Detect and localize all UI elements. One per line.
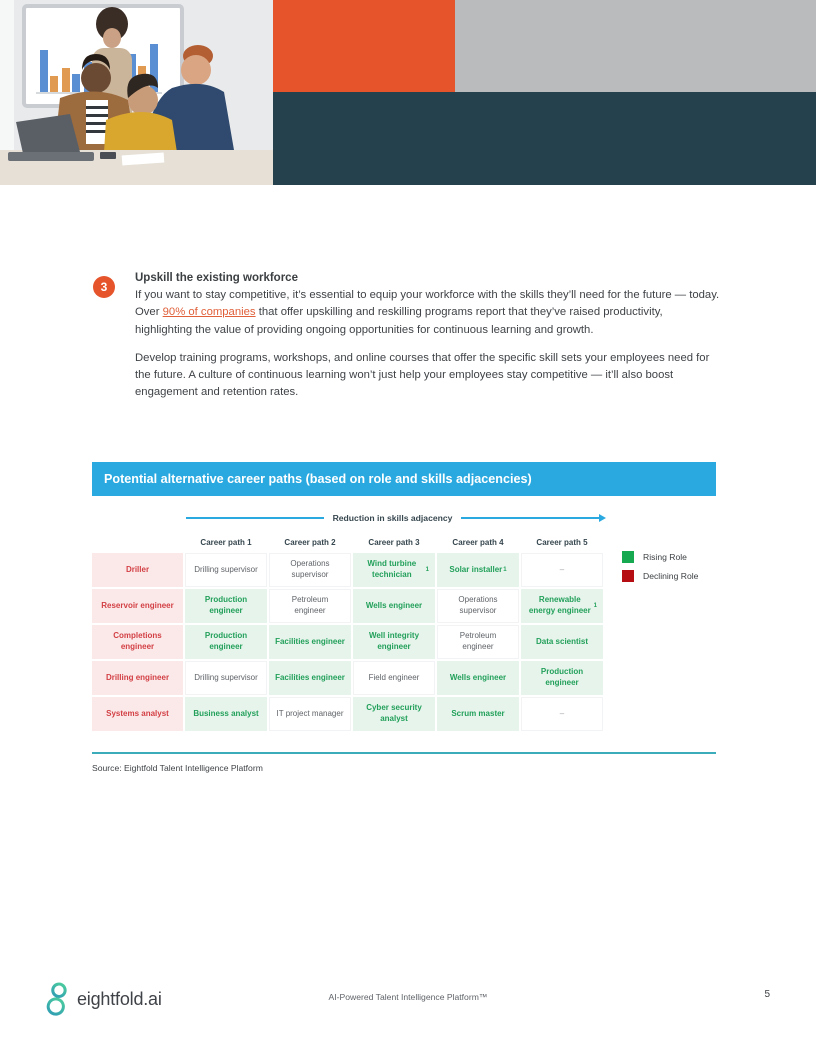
cell-text: Drilling supervisor xyxy=(194,672,258,682)
cell-text: Petroleum engineer xyxy=(291,595,329,615)
table-cell xyxy=(185,553,267,587)
section-upskill xyxy=(92,272,720,402)
cell-text: Facilities engineer xyxy=(275,636,345,646)
declining-role-swatch xyxy=(622,570,634,582)
cell-text: Operations supervisor xyxy=(458,595,498,615)
cell-text: Wind turbine technician xyxy=(367,559,417,579)
cell-text: Data scientist xyxy=(535,636,589,646)
rising-role-swatch xyxy=(622,551,634,563)
cell-text: Scrum master xyxy=(451,708,505,718)
cell-text: Wells engineer xyxy=(365,600,423,610)
legend-label: Rising Role xyxy=(643,552,687,562)
table-cell xyxy=(353,661,435,695)
cell-text: Production engineer xyxy=(204,631,248,651)
cell-text: Wells engineer xyxy=(449,672,507,682)
column-header: Career path 5 xyxy=(536,538,588,547)
table-row-label: Drilling engineer xyxy=(92,661,183,695)
table-cell xyxy=(269,625,351,659)
cell-text: Operations supervisor xyxy=(290,559,330,579)
table-row-label: Systems analyst xyxy=(92,697,183,731)
companies-stat-link[interactable]: 90% of companies xyxy=(162,306,256,319)
axis-line-left xyxy=(186,517,324,519)
footer-tagline: AI-Powered Talent Intelligence Platform™ xyxy=(328,992,488,1002)
table-row-label: Completions engineer xyxy=(92,625,183,659)
table-row-label: Reservoir engineer xyxy=(92,589,183,623)
legend-item xyxy=(622,570,698,582)
table-cell xyxy=(185,589,267,623)
header-teal-block xyxy=(273,92,816,185)
cell-text: Well integrity engineer xyxy=(368,631,420,651)
table-cell xyxy=(437,661,519,695)
table-cell xyxy=(437,697,519,731)
table-cell xyxy=(521,661,603,695)
column-header: Career path 4 xyxy=(452,538,504,547)
header-photo xyxy=(0,0,273,185)
table-row-label: Driller xyxy=(92,553,183,587)
paragraph-text: If you want to stay competitive, it’s essential to equip your workforce with the skills they’ll need for the future — today. Over xyxy=(135,289,720,319)
source-note: Source: Eightfold Talent Intelligence Platform xyxy=(92,763,263,773)
section-paragraph-1 xyxy=(135,287,720,339)
skills-adjacency-axis xyxy=(186,510,606,526)
table-cell xyxy=(353,697,435,731)
table-cell xyxy=(185,661,267,695)
table-corner xyxy=(92,538,183,551)
table-cell xyxy=(521,589,603,623)
header-gray-block xyxy=(455,0,816,92)
axis-label: Reduction in skills adjacency xyxy=(332,513,453,523)
cell-text: Facilities engineer xyxy=(275,672,345,682)
footnote-marker: 1 xyxy=(503,567,507,573)
table-cell xyxy=(269,589,351,623)
cell-text: Solar installer xyxy=(449,564,503,574)
career-paths-table xyxy=(92,538,603,731)
office-meeting-photo-illustration xyxy=(0,0,273,185)
section-paragraph-2: Develop training programs, workshops, and online courses that offer the specific skill sets your employees need for the future. A culture of continuous learning won’t just help your employees stay competitive — it’ll also boost engagement and retention rates. xyxy=(135,351,710,399)
page-footer xyxy=(0,976,816,1026)
table-cell xyxy=(521,553,603,587)
cell-text: Production engineer xyxy=(540,667,584,687)
table-cell xyxy=(185,697,267,731)
table-cell xyxy=(437,625,519,659)
section-number-badge: 3 xyxy=(93,276,115,298)
cell-text: Business analyst xyxy=(193,708,259,718)
cell-text: IT project manager xyxy=(276,708,344,718)
table-cell xyxy=(437,553,519,587)
table-cell xyxy=(437,589,519,623)
table-cell xyxy=(521,625,603,659)
table-cell xyxy=(269,697,351,731)
axis-line-right xyxy=(461,517,599,519)
career-table-grid xyxy=(92,538,603,731)
cell-text: Drilling supervisor xyxy=(194,564,258,574)
table-cell xyxy=(353,589,435,623)
legend xyxy=(622,551,698,582)
table-title-banner xyxy=(92,462,716,496)
section-title: Upskill the existing workforce xyxy=(135,272,298,284)
table-cell xyxy=(353,625,435,659)
table-cell xyxy=(269,661,351,695)
table-cell xyxy=(185,625,267,659)
arrow-right-icon xyxy=(599,514,606,522)
eightfold-logo-text: eightfold.ai xyxy=(77,988,162,1009)
table-cell xyxy=(269,553,351,587)
table-cell xyxy=(353,553,435,587)
cell-text: – xyxy=(559,564,565,574)
footnote-marker: 1 xyxy=(425,567,429,573)
table-title: Potential alternative career paths (based on role and skills adjacencies) xyxy=(104,472,532,486)
column-header: Career path 2 xyxy=(284,538,336,547)
column-header: Career path 3 xyxy=(368,538,420,547)
table-cell xyxy=(521,697,603,731)
page-number: 5 xyxy=(764,989,770,1000)
header-orange-block xyxy=(273,0,455,92)
legend-label: Declining Role xyxy=(643,571,699,581)
paragraph-text: that offer upskilling and reskilling programs report that they’ve raised productivity, highlighting the value of providing ongoing opportunities for continuous learning and growth. xyxy=(135,306,663,336)
legend-item xyxy=(622,551,698,563)
cell-text: Petroleum engineer xyxy=(459,631,497,651)
cell-text: Renewable energy engineer xyxy=(528,595,591,615)
cell-text: Cyber security analyst xyxy=(366,703,422,723)
column-header: Career path 1 xyxy=(200,538,252,547)
cell-text: Field engineer xyxy=(368,672,420,682)
cell-text: Production engineer xyxy=(204,595,248,615)
cell-text: – xyxy=(559,708,565,718)
footnote-marker: 1 xyxy=(593,603,597,609)
source-divider-line xyxy=(92,752,716,754)
